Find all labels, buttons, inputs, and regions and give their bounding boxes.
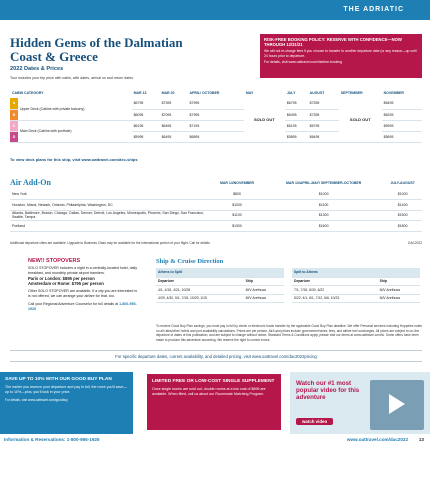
watch-video-button[interactable]: watch video <box>296 418 333 425</box>
city-cell: Atlanta, Baltimore, Boston, Chicago, Dallas, Denver, Detroit, Los Angeles, Minneapolis, Phoenix, San Diego, San Francisco, Seattle, Tampa <box>10 210 210 221</box>
stopovers-heading: NEW!! STOPOVERS <box>28 258 81 264</box>
price-cell: $1100 <box>264 200 383 211</box>
page-footer <box>0 434 430 446</box>
date-cell: 7/1, 7/15, 6/30, 6/22 <box>292 286 378 295</box>
single-supplement-box <box>147 374 281 430</box>
col-header: Ship <box>378 277 420 286</box>
table-row <box>292 294 420 303</box>
sold-out-label: SOLD OUT <box>244 98 285 142</box>
play-icon[interactable] <box>389 394 405 414</box>
ship-note: To receive Good Buy Plan savings, you must pay in full by check or electronic funds transfer by the applicable Good Buy Plan deadline. We offer Personal services including Hoppeles notes on all rates/other hotels and port availability calculations. Prices are per person. Air/Land prices include government taxes, fees, and airline fuel surcharges. All prices are subject to on-line departure of dates of this publication, and are subject to change without notice. Standard Terms & Conditions apply, please visit our terms at www.oattravel.com/tc. Some offers have been made to produce this adventure according. We reserve the right to correct errors. <box>156 324 423 342</box>
price-cell: $7395 <box>160 98 188 109</box>
price-cell: $1300 <box>264 210 383 221</box>
price-cell: $6795 <box>285 98 308 109</box>
price-cell: $6795 <box>132 98 160 109</box>
price-cell: $5695 <box>382 131 422 142</box>
price-cell: $6495 <box>285 109 308 120</box>
col-header: MAR 13 <box>133 91 147 95</box>
city-cell: Houston, Miami, Newark, Orlando, Philadelphia, Washington, DC <box>10 200 210 211</box>
price-cell: $6195 <box>132 120 160 131</box>
table-row <box>10 98 422 109</box>
price-cell: $6195 <box>285 120 308 131</box>
price-cell: $800 <box>210 189 264 200</box>
cabin-label: Main Deck (Cabins with porthole) <box>18 120 132 142</box>
ship-heading: Ship & Cruise Direction <box>156 258 224 265</box>
limited-text: Once single rooms are sold out, double rooms at a low cost of $695 are available. When filled, call us about our Roommate Matching Program. <box>152 387 266 396</box>
split-athens-table <box>292 268 420 303</box>
category-badge: D <box>10 131 18 142</box>
call-text: Call your Regional Adventure Counselor for full details at <box>28 302 119 306</box>
price-cell: $6495 <box>160 131 188 142</box>
price-cell: $6795 <box>308 120 339 131</box>
addon-code: DAC2022 <box>408 241 422 245</box>
section-tag: THE ADRIATIC <box>343 6 404 13</box>
price-cell: $5995 <box>132 131 160 142</box>
date-cell: 4/1, 4/15, 4/21, 10/28 <box>156 286 244 295</box>
title-line-2: Coast & Greece <box>10 49 98 64</box>
stopovers-intro: SOLO STOPOVER includes a night in a centrally-located hotel, daily breakfast, and roundtrip private airport transfers. <box>28 266 137 275</box>
price-cell: $1100 <box>210 210 264 221</box>
table-heading: Athens to Split <box>156 268 284 277</box>
col-header: MAR 20 <box>161 91 175 95</box>
price-cell: $7395 <box>308 109 339 120</box>
limited-heading: LIMITED FREE OR LOW-COST SINGLE SUPPLEMENT <box>152 379 275 384</box>
price-cell: $1000 <box>264 189 383 200</box>
city-cell: New York <box>10 189 210 200</box>
price-cell: $7995 <box>188 109 244 120</box>
price-cell: $1500 <box>383 210 422 221</box>
col-header: JULY-AUGUST <box>390 180 415 185</box>
col-header: NOVEMBER <box>383 91 404 95</box>
price-cell: $5895 <box>285 131 308 142</box>
table-row <box>10 200 422 211</box>
page-title <box>10 36 183 64</box>
deck-plans-link[interactable]: To view deck plans for this ship, visit www.oattravel.com/dec-ships <box>10 157 138 162</box>
addon-note-text: Additional departure cities are available. Upgrade to Business Class may be available for the international portion of your flight. Call for details. <box>10 241 211 245</box>
price-cell: $7995 <box>188 98 244 109</box>
col-header: CABIN CATEGORY <box>12 91 44 95</box>
price-cell: $1600 <box>264 221 383 232</box>
ship-cell: M/V Arethusa <box>378 294 420 303</box>
pricing-link[interactable]: For specific departure dates, current availability, and detailed pricing, visit www.oattravel.com/dac2022pricing <box>10 350 422 362</box>
price-cell: $1000 <box>383 189 422 200</box>
col-header: JULY <box>286 91 296 95</box>
price-cell: $6895 <box>188 131 244 142</box>
category-badge: B <box>10 109 18 120</box>
paris-price: Paris or London: $895 per person <box>28 276 95 281</box>
save-link[interactable]: For details, visit www.oattravel.com/goodbuy <box>5 397 68 402</box>
page-number: 13 <box>418 437 424 442</box>
addon-note <box>10 241 422 245</box>
date-cell: 5/22, 4/1, 6/1, 7/12, 6/6, 10/23 <box>292 294 378 303</box>
col-header: APRIL/ OCTOBER <box>189 91 220 95</box>
policy-link[interactable]: For details, visit www.oattravel.com/riskfree-booking <box>264 60 343 64</box>
ship-cell: M/V Arethusa <box>244 294 284 303</box>
table-heading: Split to Athens <box>292 268 420 277</box>
cabin-price-table <box>10 88 422 143</box>
stopovers-other: Other SOLO STOPOVER are available. If a city you are interested in is not offered, we can arrange your airfare for that, too. <box>28 289 138 298</box>
table-row <box>10 210 422 221</box>
table-row <box>156 294 284 303</box>
ship-cell: M/V Arethusa <box>244 286 284 295</box>
price-cell: $1000 <box>210 200 264 211</box>
policy-text: We will not re-charge fees if you choose to transfer to another departure date (or any reason—up until 24 hours prior to departure. <box>264 49 417 58</box>
col-header: Departure <box>292 277 378 286</box>
price-cell: $6495 <box>160 120 188 131</box>
stopovers-call <box>28 302 138 312</box>
table-row <box>156 286 284 295</box>
category-badge: C <box>10 120 18 131</box>
save-heading: SAVE UP TO 10% WITH OUR GOOD BUY PLAN <box>5 377 112 382</box>
date-cell: 4/29, 4/30, 5/1, 7/15, 10/29, 11/5 <box>156 294 244 303</box>
price-cell: $6495 <box>382 98 422 109</box>
price-cell: $1400 <box>383 200 422 211</box>
video-heading: Watch our #1 most popular video for this adventure <box>296 380 360 402</box>
addon-title: Air Add-On <box>10 178 51 187</box>
top-banner <box>0 0 430 20</box>
city-cell: Portland <box>10 221 210 232</box>
col-header: Ship <box>244 277 284 286</box>
price-cell: $6095 <box>132 109 160 120</box>
category-badge: A <box>10 98 18 109</box>
col-header: MAY <box>245 91 254 95</box>
video-box <box>290 372 430 434</box>
price-cell: $5995 <box>382 120 422 131</box>
sold-out-label: SOLD OUT <box>339 98 382 142</box>
amsterdam-price: Amsterdam or Rome: $795 per person <box>28 281 104 286</box>
col-header: SEPTEMBER <box>340 91 363 95</box>
table-row <box>10 221 422 232</box>
air-addon-table <box>10 176 422 232</box>
good-buy-plan-box <box>0 372 133 434</box>
col-header: AUGUST <box>309 91 325 95</box>
intro-text: Tour includes your trip price with cabin, with dates, arrival on and return dates <box>10 76 134 80</box>
ship-cell: M/V Arethusa <box>378 286 420 295</box>
price-cell: $7195 <box>188 120 244 131</box>
title-line-1: Hidden Gems of the Dalmatian <box>10 35 183 50</box>
price-cell: $7395 <box>308 98 339 109</box>
table-row <box>292 286 420 295</box>
subtitle: 2022 Dates & Prices <box>10 66 64 72</box>
col-header: Departure <box>156 277 244 286</box>
footer-phone[interactable]: Information & Reservations: 1-800-955-1925 <box>4 437 100 442</box>
table-row <box>10 189 422 200</box>
phone-link[interactable]: 1-800-955-1925 <box>28 302 137 311</box>
cabin-label: Upper Deck (Cabins with private balcony) <box>18 98 132 120</box>
price-cell: $1800 <box>383 221 422 232</box>
policy-heading: RISK-FREE BOOKING POLICY: RESERVE WITH CONFIDENCE—NOW THROUGH 12/31/21 <box>264 37 402 47</box>
col-header: MAR 13/NOVEMBER <box>219 180 255 185</box>
price-cell: $7095 <box>160 109 188 120</box>
col-header: MAR 13/APRIL-MAY/ SEPTEMBER-OCTOBER <box>286 180 362 185</box>
price-cell: $6295 <box>382 109 422 120</box>
price-cell: $6495 <box>308 131 339 142</box>
policy-box <box>260 34 422 78</box>
save-text: The earlier you reserve your departure and pay in full, the more you'll save—up to 10%—plus, you'll lock in your price. <box>5 385 127 394</box>
price-cell: $1300 <box>210 221 264 232</box>
athens-split-table <box>156 268 284 303</box>
footer-url[interactable]: www.oattravel.com/dac2022 <box>346 437 408 442</box>
stopovers-box <box>28 259 138 312</box>
